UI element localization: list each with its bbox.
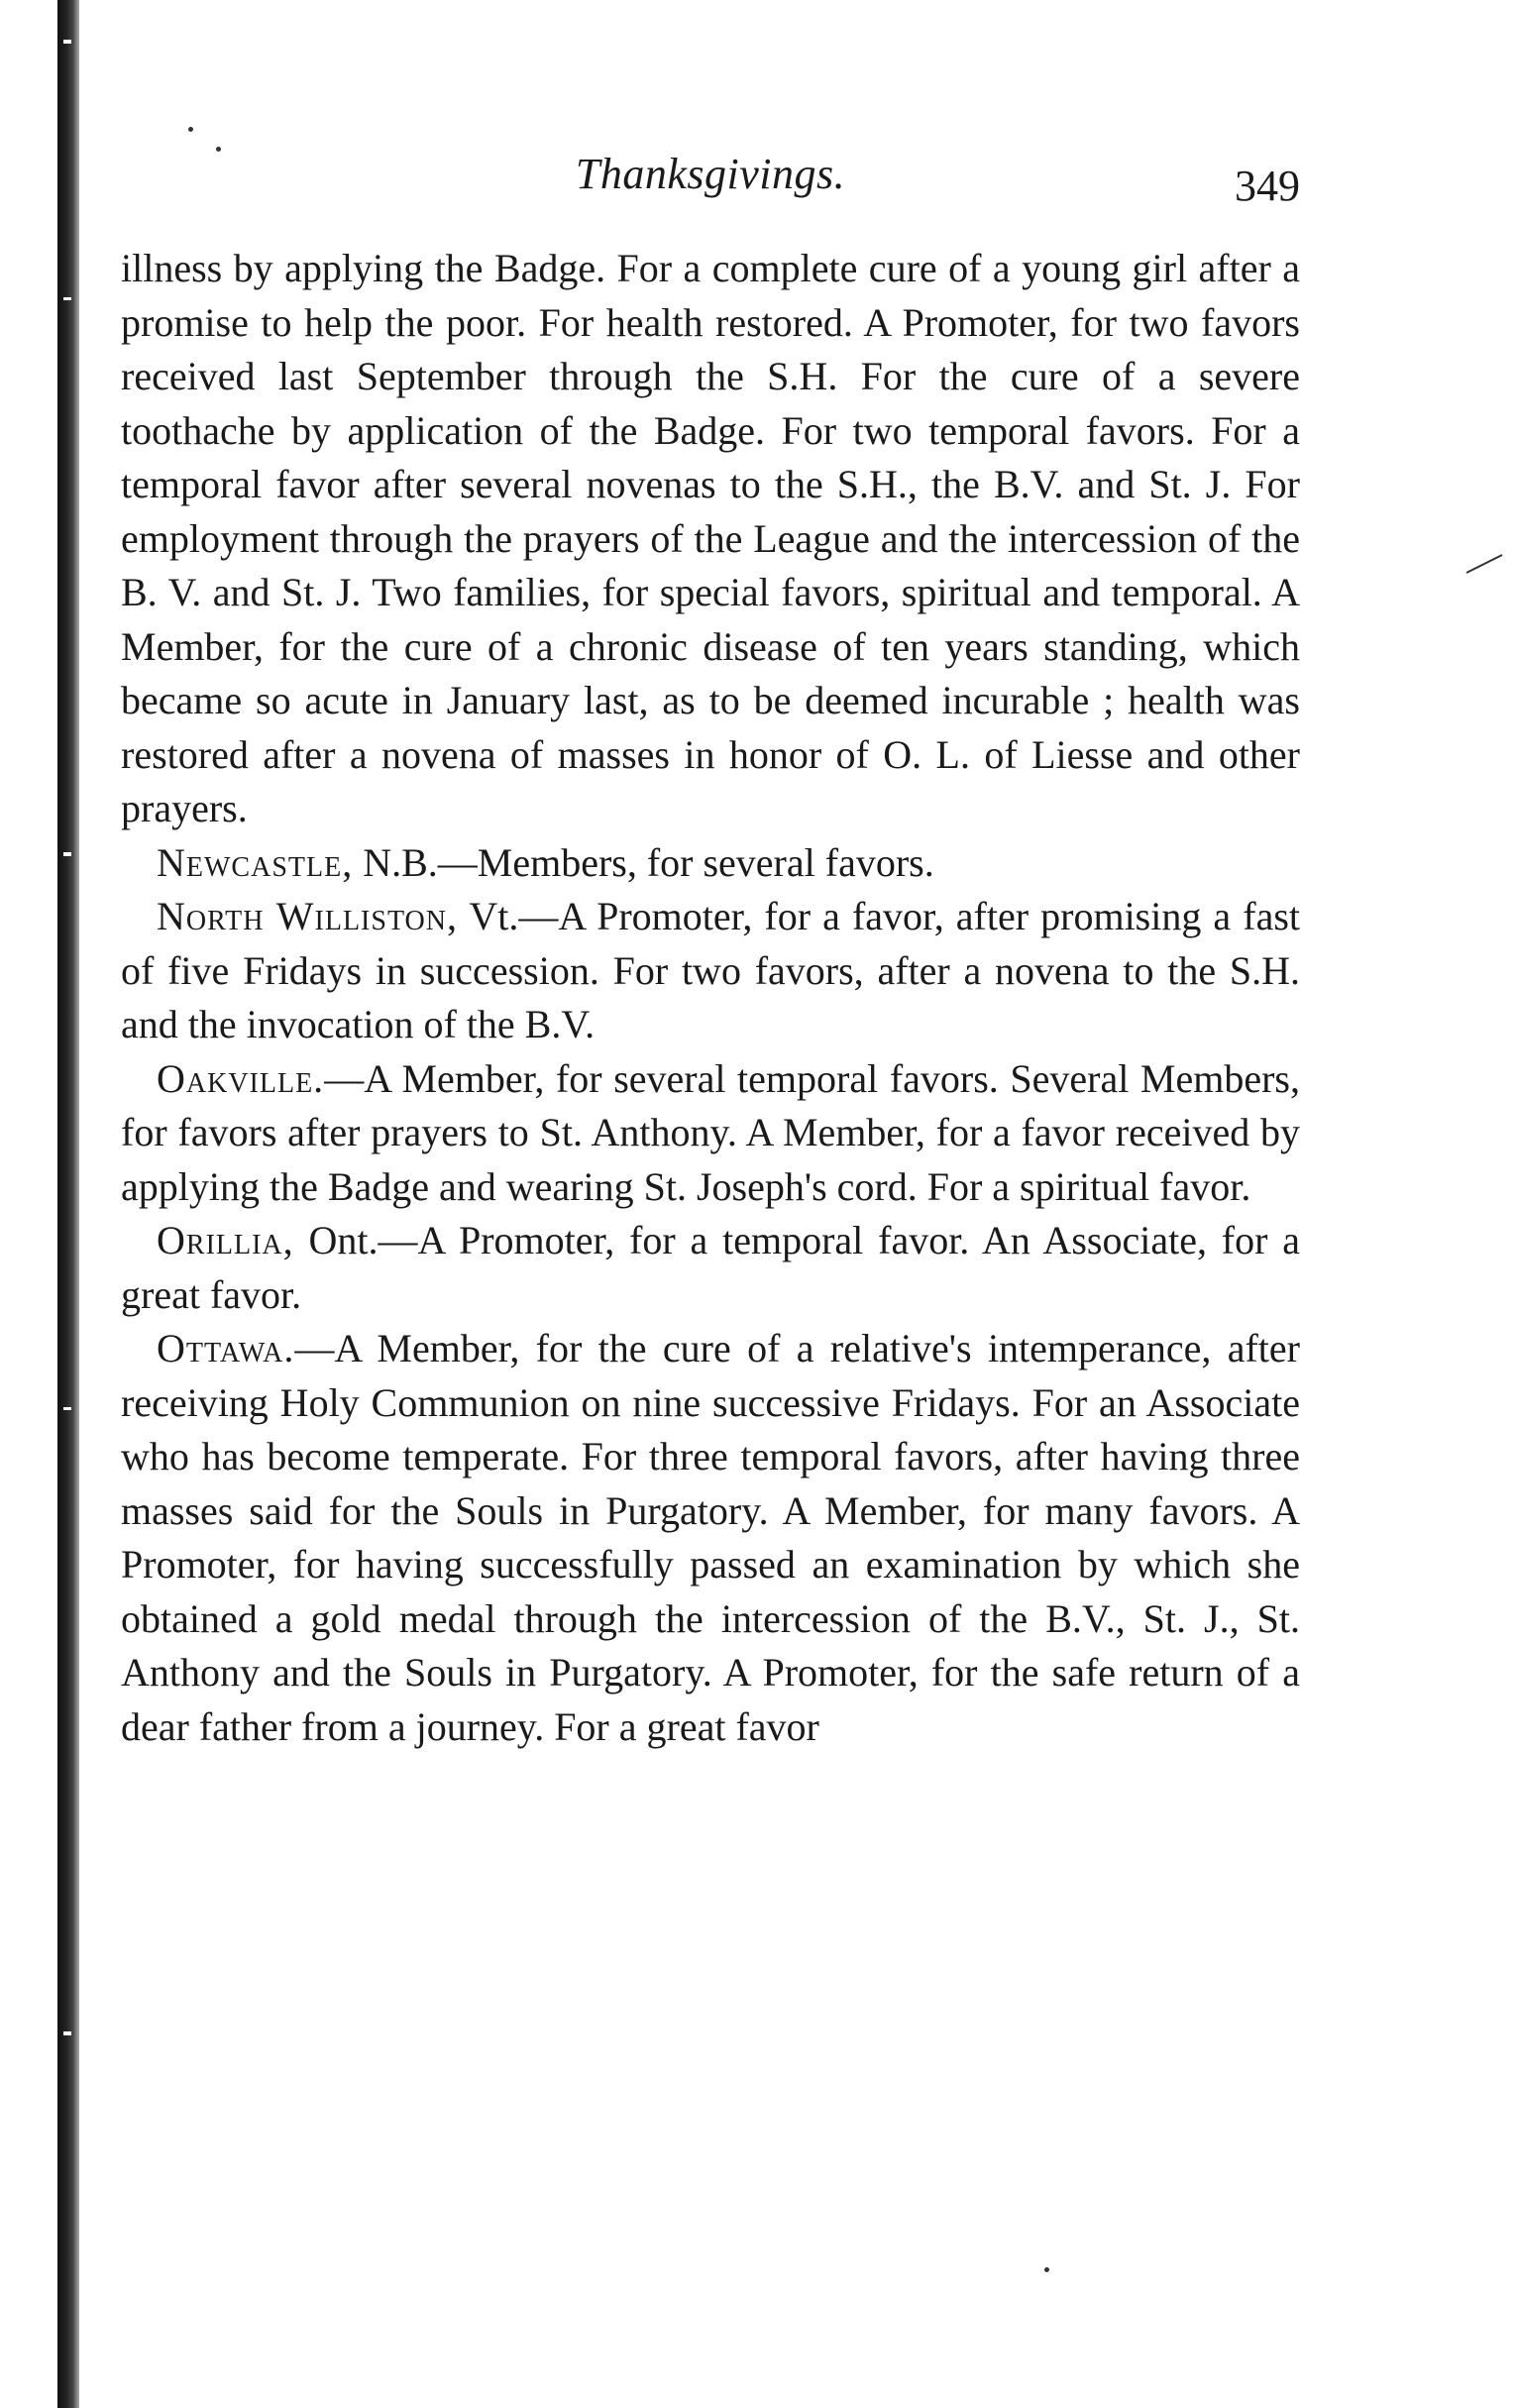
entry-north-williston — [121, 890, 1300, 1052]
place-name: Ottawa. — [157, 1326, 295, 1370]
entry-orillia — [121, 1214, 1300, 1322]
entry-oakville — [121, 1052, 1300, 1215]
place-name: North Williston, — [157, 894, 458, 938]
running-title: Thanksgivings. — [575, 150, 846, 198]
place-name: Newcastle, — [157, 839, 354, 885]
page-binding-edge — [57, 0, 79, 2408]
ink-speck — [1044, 2267, 1049, 2272]
entry-text: Ont.—A Promoter, for a temporal favor. An Associate, for a great favor. — [121, 1218, 1300, 1317]
place-name: Orillia, — [157, 1218, 294, 1262]
book-page — [121, 149, 1300, 1754]
place-name: Oakville. — [157, 1055, 325, 1101]
page-body — [121, 242, 1300, 1754]
entry-text: N.B.—Members, for several favors. — [353, 839, 934, 885]
entry-text: Vt.—A Promoter, for a favor, after promising a fast of five Fridays in succession. For two favors, after a novena to the S.H. and the invocation of the B.V. — [121, 894, 1300, 1046]
paragraph-text: illness by applying the Badge. For a complete cure of a young girl after a promise to help the poor. For health restored. A Promoter, for two favors received last September through the S.H. For the cure of a severe toothache by application of the Badge. For two temporal favors. For a temporal favor after several novenas to the S.H., the B.V. and St. J. For employment through the prayers of the League and the intercession of the B. V. and St. J. Two families, for special favors, spiritual and temporal. A Member, for the cure of a chronic disease of ten years standing, which became so acute in January last, as to be deemed incurable ; health was restored after a novena of masses in honor of O. L. of Liesse and other prayers. — [121, 246, 1300, 830]
entry-ottawa — [121, 1322, 1300, 1754]
entry-text: —A Member, for several temporal favors. Several Members, for favors after prayers to St. Anthony. A Member, for a favor received by applying the Badge and wearing St. Joseph's cord. For a spiritual favor. — [121, 1055, 1300, 1209]
margin-pencil-mark — [1464, 551, 1504, 577]
page-number: 349 — [1235, 162, 1300, 210]
paragraph-continuation — [121, 242, 1300, 836]
ink-speck — [188, 127, 193, 132]
entry-newcastle — [121, 836, 1300, 891]
running-head — [121, 149, 1300, 218]
entry-text: —A Member, for the cure of a relative's intemperance, after receiving Holy Communion on nine successive Fridays. For an Associate who has become temperate. For three temporal favors, after having three masses said for the Souls in Purgatory. A Member, for many favors. A Promoter, for having successfully passed an examination by which she obtained a gold medal through the intercession of the B.V., St. J., St. Anthony and the Souls in Purgatory. A Promoter, for the safe return of a dear father from a journey. For a great favor — [121, 1326, 1300, 1749]
